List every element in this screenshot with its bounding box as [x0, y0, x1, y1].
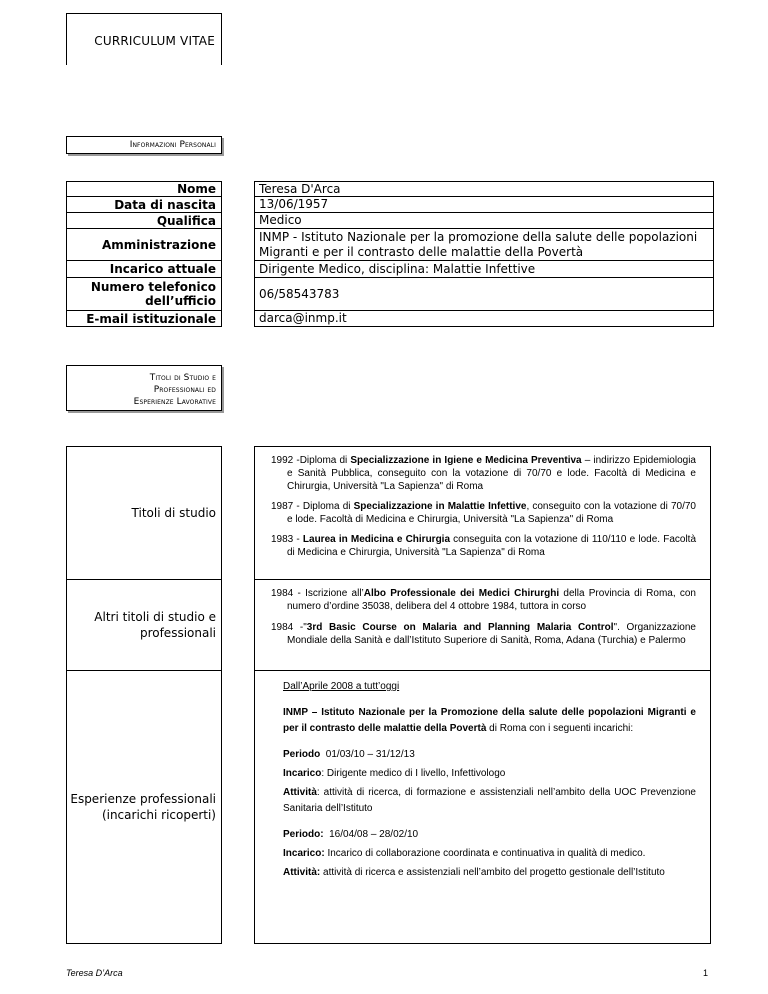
titolo-item: 1987 - Diploma di Specializzazione in Malattie Infettive, conseguito con la votazione di 70/70 e lode. Facoltà di Medicina e Chirurgia, Università "La Sapienza" di Roma	[271, 501, 696, 525]
row-titoli	[66, 446, 711, 579]
value-email[interactable]: darca@inmp.it	[254, 310, 714, 327]
label-amministrazione: Amministrazione	[66, 228, 222, 260]
personal-info-section-title	[66, 136, 222, 154]
label-telefono: Numero telefonico dell’ufficio	[66, 277, 222, 310]
row-esperienze	[66, 670, 711, 944]
label-email: E-mail istituzionale	[66, 310, 222, 327]
altri-content	[254, 579, 711, 670]
esperienza-block: Periodo: 16/04/08 – 28/02/10 Incarico: Incarico di collaborazione coordinata e continuativa in qualità di medico. Attività: attività di ricerca e assistenziali nell’ambito del progetto gestionale dell’Istituto	[283, 829, 665, 878]
value-incarico: Dirigente Medico, disciplina: Malattie Infettive	[254, 260, 714, 277]
esperienze-since: Dall’Aprile 2008 a tutt’oggi	[283, 681, 400, 692]
education-section-title	[66, 365, 222, 411]
altri-label: Altri titoli di studio e professionali	[66, 579, 222, 670]
esperienza-block: Periodo 01/03/10 – 31/12/13 Incarico: Dirigente medico di I livello, Infettivologo Attività: attività di ricerca, di formazione e assistenziali nell’ambito della UOC Prevenzione Sanitaria dell’Istituto	[283, 749, 696, 814]
cv-title: CURRICULUM VITAE	[94, 34, 215, 48]
cv-title-box	[66, 13, 222, 65]
label-qualifica: Qualifica	[66, 212, 222, 228]
titolo-item: 1992 -Diploma di Specializzazione in Igiene e Medicina Preventiva – indirizzo Epidemiologia e Sanità Pubblica, conseguito con la votazione di 70/70 e lode. Facoltà di Medicina e Chirurgia, Università "La Sapienza" di Roma	[271, 455, 696, 492]
titoli-label: Titoli di studio	[66, 446, 222, 579]
value-telefono: 06/58543783	[254, 277, 714, 310]
label-incarico: Incarico attuale	[66, 260, 222, 277]
personal-info-values	[254, 181, 714, 327]
altro-item: 1984 - Iscrizione all’Albo Professionale dei Medici Chirurghi della Provincia di Roma, con numero d’ordine 35038, delibera del 4 ottobre 1984, tuttora in corso	[271, 588, 696, 612]
education-heading-line2: Professionali ed	[153, 385, 216, 395]
esperienze-content	[254, 670, 711, 944]
esperienze-employer: INMP – Istituto Nazionale per la Promozione della salute delle popolazioni Migranti e per il contrasto delle malattie della Povertà di Roma con i seguenti incarichi:	[283, 707, 696, 734]
page-number: 1	[703, 968, 709, 978]
esperienze-label: Esperienze professionali (incarichi ricoperti)	[66, 670, 222, 944]
value-data-nascita: 13/06/1957	[254, 196, 714, 212]
titoli-content	[254, 446, 711, 579]
personal-info-labels	[66, 181, 222, 327]
education-table	[66, 446, 711, 944]
footer-author: Teresa D’Arca	[66, 968, 123, 978]
value-nome: Teresa D'Arca	[254, 181, 714, 196]
titolo-item: 1983 - Laurea in Medicina e Chirurgia conseguita con la votazione di 110/110 e lode. Facoltà di Medicina e Chirurgia, Università "La Sapienza" di Roma	[271, 534, 697, 558]
label-data-nascita: Data di nascita	[66, 196, 222, 212]
label-nome: Nome	[66, 181, 222, 196]
education-heading-line3: Esperienze Lavorative	[133, 397, 216, 407]
row-altri	[66, 579, 711, 670]
value-amministrazione: INMP - Istituto Nazionale per la promozione della salute delle popolazioni Migranti e per il contrasto delle malattie della Povertà	[254, 228, 714, 260]
education-heading-line1: Titoli di Studio e	[149, 373, 216, 383]
value-qualifica: Medico	[254, 212, 714, 228]
altro-item: 1984 -"3rd Basic Course on Malaria and Planning Malaria Control". Organizzazione Mondiale della Sanità e dall’Istituto Superiore di Sanità, Roma, Adana (Turchia) e Palermo	[271, 622, 696, 646]
personal-info-heading: Informazioni Personali	[129, 140, 216, 150]
